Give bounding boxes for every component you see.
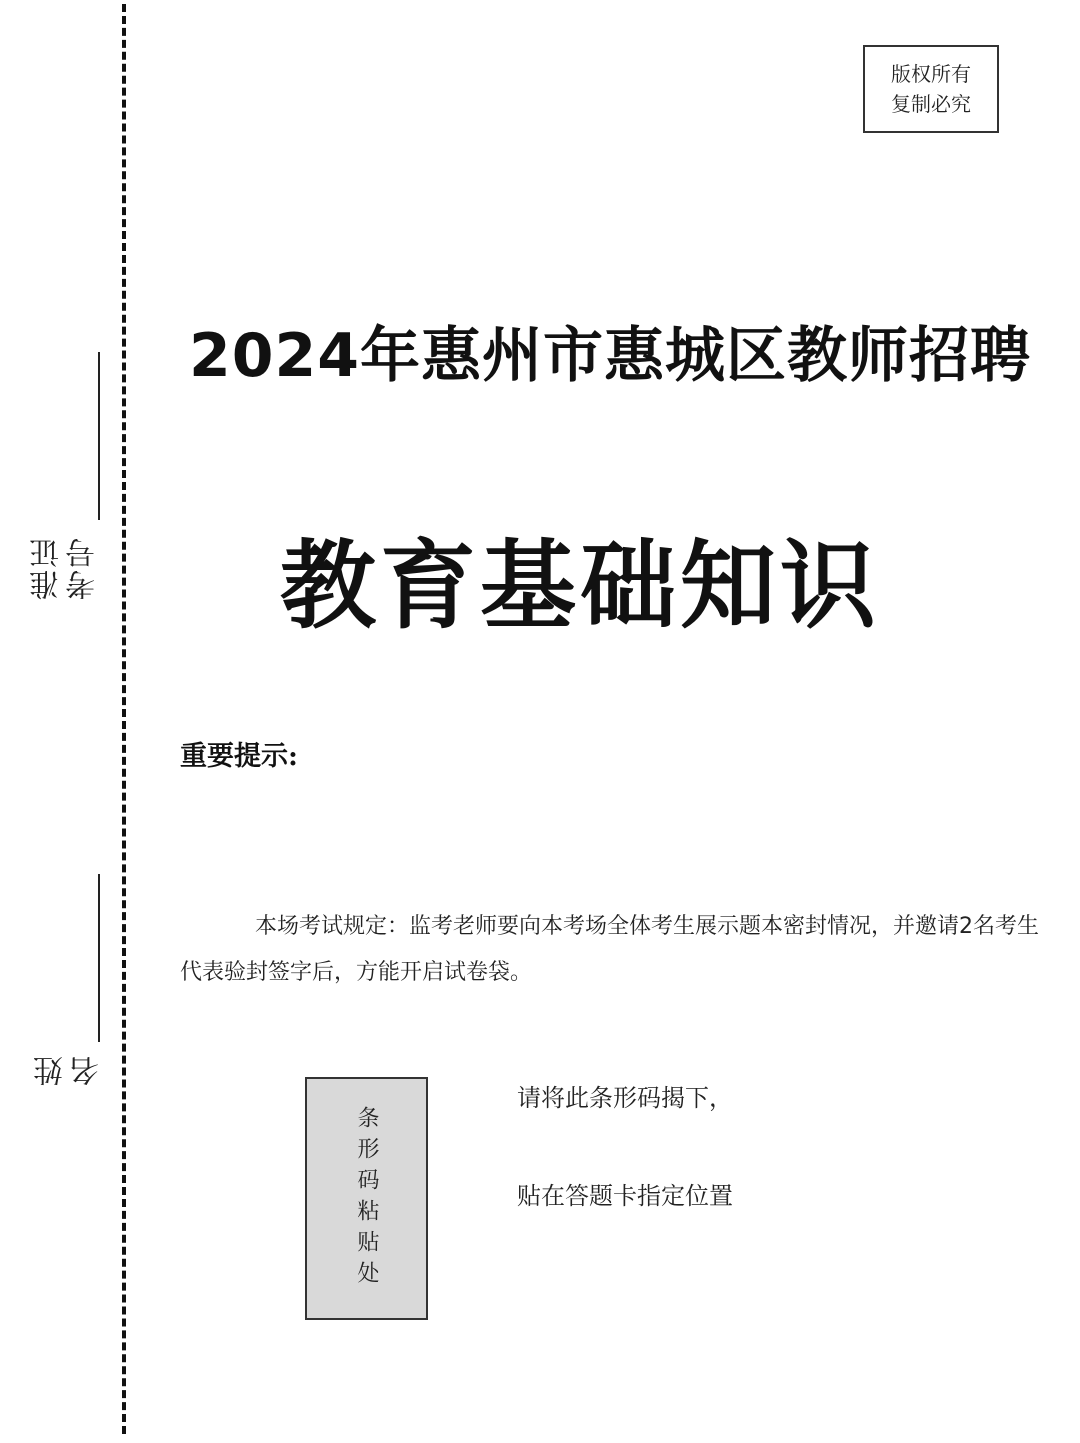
name-fill-line <box>98 874 100 1042</box>
exam-number-fill-line <box>98 352 100 520</box>
copyright-line-1: 版权所有 <box>891 62 971 86</box>
copyright-line-2: 复制必究 <box>891 92 971 116</box>
exam-number-label: 准证考号 <box>30 536 101 600</box>
copyright-stamp <box>863 45 999 133</box>
notice-heading: 重要提示: <box>180 741 298 772</box>
exam-title: 2024年惠州市惠城区教师招聘 <box>189 321 1031 391</box>
barcode-area <box>305 1077 428 1320</box>
name-label: 姓名 <box>34 1054 105 1086</box>
binding-dashed-line <box>122 4 126 1434</box>
instruction-line-2: 贴在答题卡指定位置 <box>517 1182 733 1210</box>
barcode-label: 条形码粘贴处 <box>354 1105 379 1292</box>
subject-title: 教育基础知识 <box>280 530 880 642</box>
notice-body: 本场考试规定：监考老师要向本考场全体考生展示题本密封情况，并邀请2名考生代表验封签字后，方能开启试卷袋。 <box>180 914 1039 985</box>
instruction-line-1: 请将此条形码揭下， <box>517 1084 733 1112</box>
